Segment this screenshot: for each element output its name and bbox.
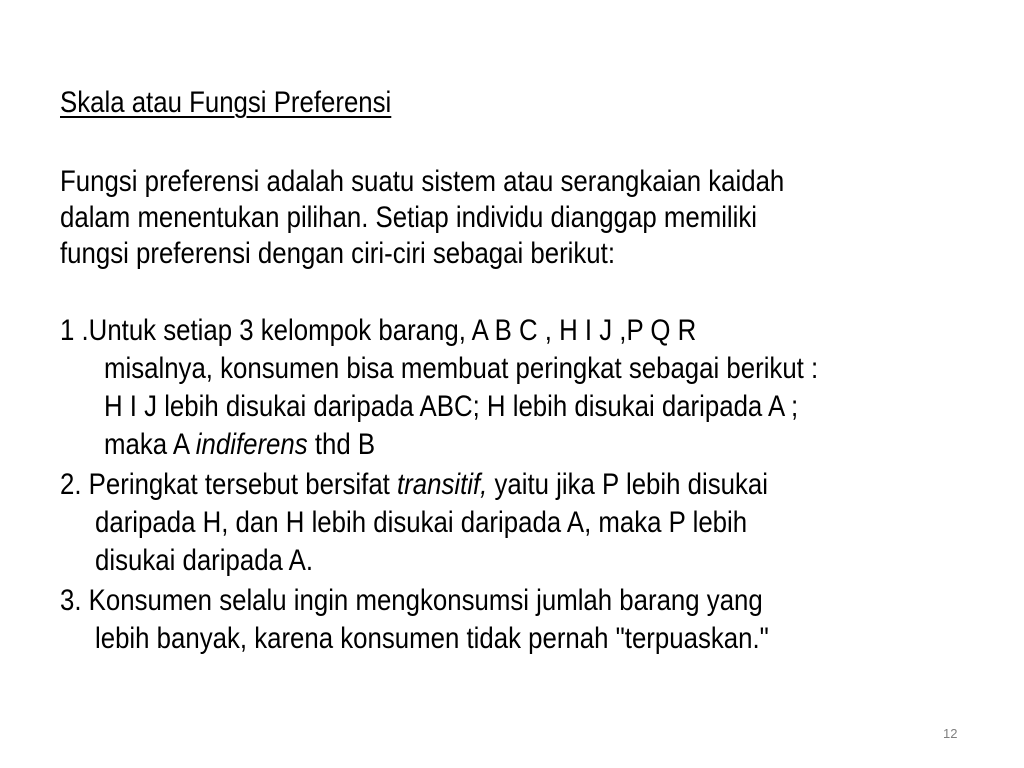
intro-line-2: dalam menentukan pilihan. Setiap individu dianggap memiliki (60, 201, 758, 234)
intro-line-1: Fungsi preferensi adalah suatu sistem atau serangkaian kaidah (60, 165, 785, 198)
item-2-line-1-pre: 2. Peringkat tersebut bersifat (60, 468, 398, 501)
item-2-line-1 (60, 467, 768, 503)
transitif-term: transitif, (397, 468, 488, 501)
item-1-line-3: H I J lebih disukai daripada ABC; H lebih disukai daripada A ; (104, 390, 799, 423)
item-1-line-2: misalnya, konsumen bisa membuat peringkat sebagai berikut : (104, 352, 819, 385)
indiferens-term: indiferens (195, 428, 308, 461)
item-1-line-1: 1 .Untuk setiap 3 kelompok barang, A B C , H I J ,P Q R (60, 314, 697, 347)
item-3-line-2: lebih banyak, karena konsumen tidak pernah "terpuaskan." (95, 622, 769, 655)
item-2-line-2: daripada H, dan H lebih disukai daripada A, maka P lebih (95, 506, 748, 539)
intro-line-3: fungsi preferensi dengan ciri-ciri sebagai berikut: (60, 237, 615, 270)
item-1-line-4-post: thd B (307, 428, 376, 461)
slide-title: Skala atau Fungsi Preferensi (60, 86, 392, 119)
item-1-line-4 (104, 427, 375, 463)
item-1-line-4-pre: maka A (104, 428, 196, 461)
item-2-line-3: disukai daripada A. (95, 544, 314, 577)
page-number: 12 (943, 726, 958, 741)
item-2-line-1-post: yaitu jika P lebih disukai (487, 468, 768, 501)
item-3-line-1: 3. Konsumen selalu ingin mengkonsumsi jumlah barang yang (60, 584, 763, 617)
